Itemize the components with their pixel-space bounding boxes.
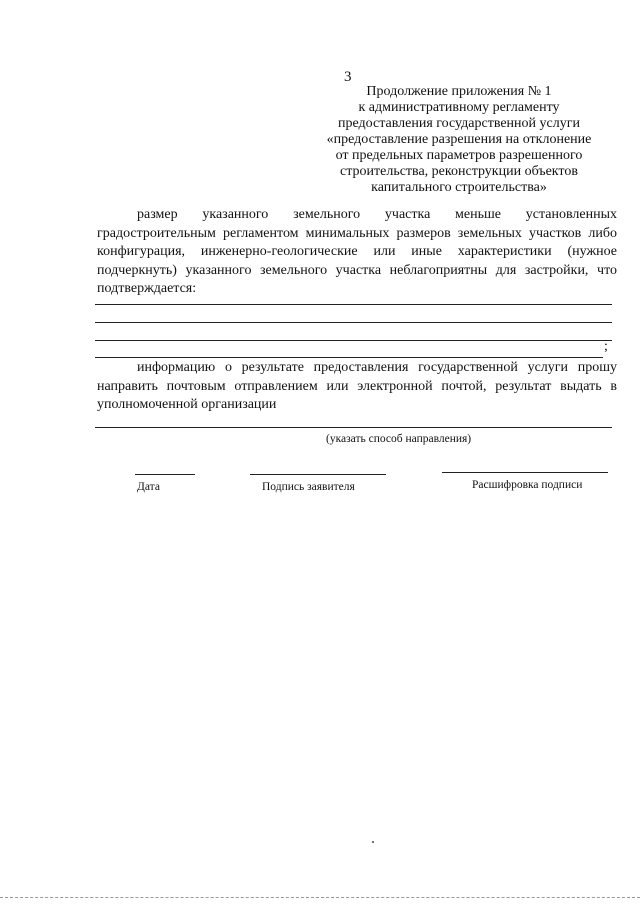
signature-label: Подпись заявителя [262, 481, 355, 493]
header-line: предоставления государственной услуги [338, 116, 580, 131]
signature-line [250, 474, 386, 475]
header-line: Продолжение приложения № 1 [366, 84, 552, 99]
header-line: «предоставление разрешения на отклонение [326, 132, 592, 147]
header-line: капитального строительства» [371, 180, 547, 195]
list-terminator: ; [604, 339, 608, 354]
page-bottom-edge [0, 897, 640, 898]
fill-line [95, 357, 603, 358]
decoding-label: Расшифровка подписи [472, 479, 583, 491]
scan-speck [372, 841, 374, 843]
fill-line [95, 304, 612, 305]
decoding-line [442, 472, 608, 473]
date-line [135, 474, 195, 475]
land-plot-paragraph: размер указанного земельного участка меньше установленных градостроительным регламентом минимальных размеров земельных участков либо конфигурация, инженерно-геологические или иные характеристики (нужное подчеркнуть) указанного земельного участка неблагоприятны для застройки, что подтверждается: [97, 207, 617, 296]
fill-line [95, 340, 612, 341]
header-line: от предельных параметров разрешенного [335, 148, 583, 163]
page-number: 3 [344, 69, 352, 85]
header-line: к административному регламенту [358, 100, 560, 115]
date-label: Дата [137, 481, 160, 493]
delivery-method-line [95, 427, 612, 428]
delivery-method-caption: (указать способ направления) [326, 433, 472, 445]
header-line: строительства, реконструкции объектов [340, 164, 578, 179]
result-delivery-paragraph: информацию о результате предоставления государственной услуги прошу направить почтовым отправлением или электронной почтой, результат выдать в уполномоченной организации [97, 360, 617, 412]
appendix-header [318, 84, 600, 196]
fill-line [95, 322, 612, 323]
